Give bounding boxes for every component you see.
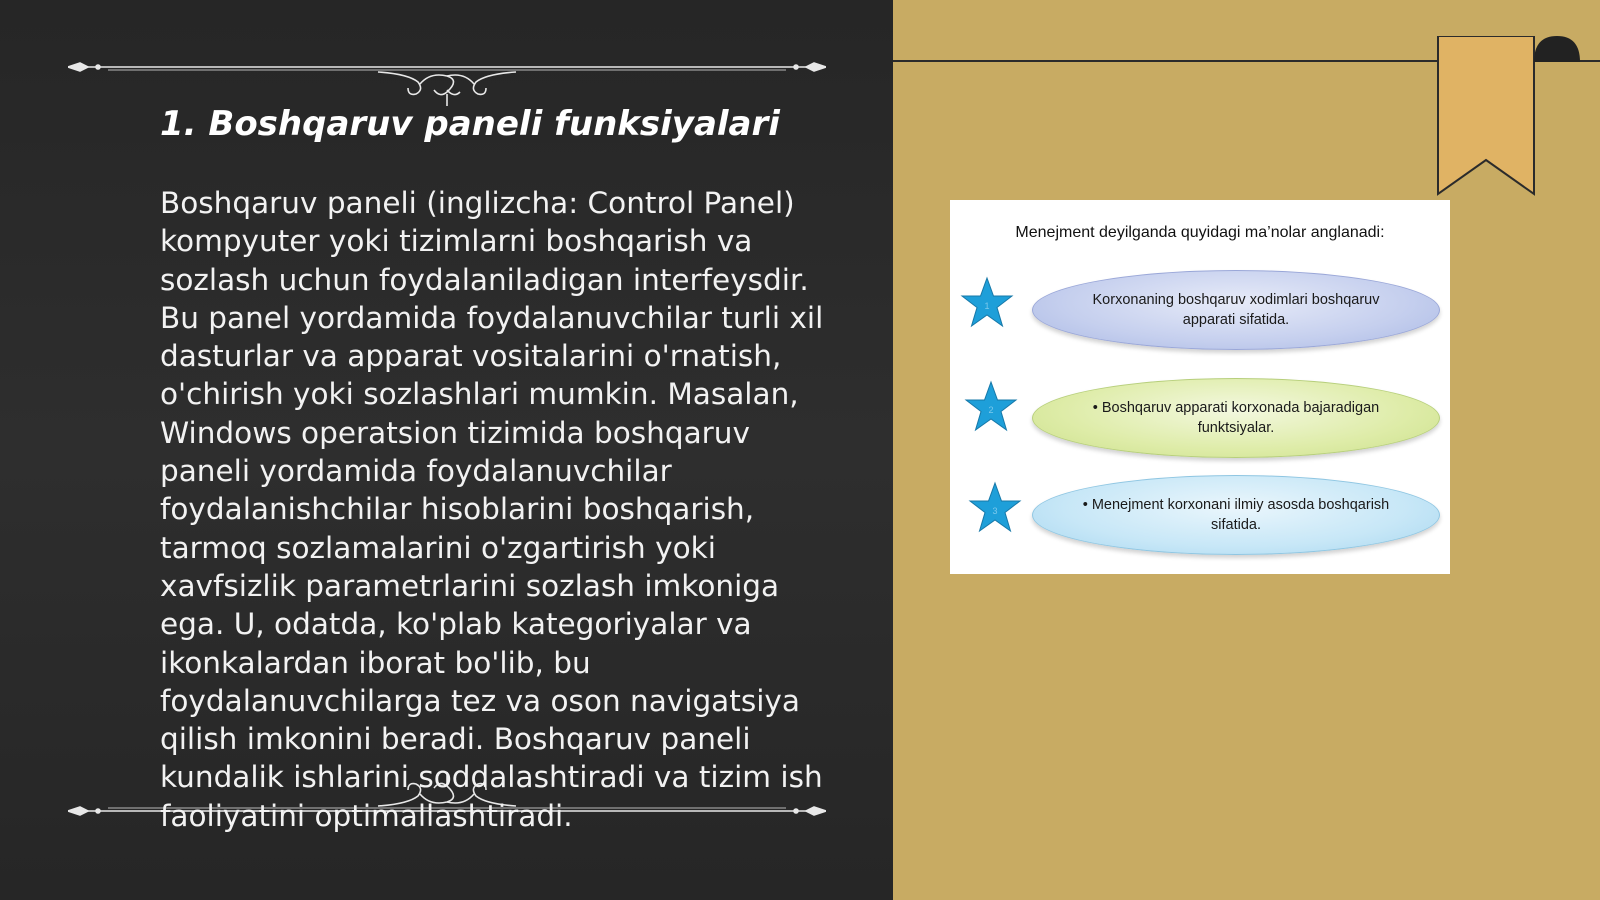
figure-title: Menejment deyilganda quyidagi ma’nolar anglanadi: (1015, 224, 1385, 241)
star-number-2: 2 (988, 405, 994, 415)
slide-title: 1. Boshqaruv paneli funksiyalari (160, 104, 780, 144)
star-number-1: 1 (984, 301, 990, 311)
top-ornament-divider (68, 58, 826, 108)
figure-item-2: • Boshqaruv apparati korxonada bajaradigan funktsiyalar. (1032, 378, 1440, 458)
star-number-3: 3 (992, 506, 998, 516)
figure-item-3: • Menejment korxonani ilmiy asosda boshqarish sifatida. (1032, 475, 1440, 555)
menejment-figure (950, 200, 1450, 574)
star-icon-2 (963, 380, 1019, 436)
slide-body-text: Boshqaruv paneli (inglizcha: Control Panel) kompyuter yoki tizimlarni boshqarish va sozlash uchun foydalaniladigan interfeysdir. Bu panel yordamida foydalanuvchilar turli xil dasturlar va apparat vositalarini o'rnatish, o'chirish yoki sozlashlari mumkin. Masalan, Windows operatsion tizimida boshqaruv paneli yordamida foydalanuvchilar foydalanishchilar hisoblarini boshqarish, tarmoq sozlamalarini o'zgartirish yoki xavfsizlik parametrlarini sozlash imkoniga ega. U, odatda, ko'plab kategoriyalar va ikonkalardan iborat bo'lib, bu foydalanuvchilarga tez va oson navigatsiya qilish imkonini beradi. Boshqaruv paneli kundalik ishlarini soddalashtiradi va tizim ish faoliyatini optimallashtiradi. (160, 186, 824, 833)
figure-item-1: Korxonaning boshqaruv xodimlari boshqaruv apparati sifatida. (1032, 270, 1440, 350)
star-icon-3 (967, 481, 1023, 537)
bookmark-curl-icon (1532, 36, 1582, 64)
star-icon-1 (959, 276, 1015, 332)
bookmark-ribbon-icon (1436, 36, 1536, 196)
